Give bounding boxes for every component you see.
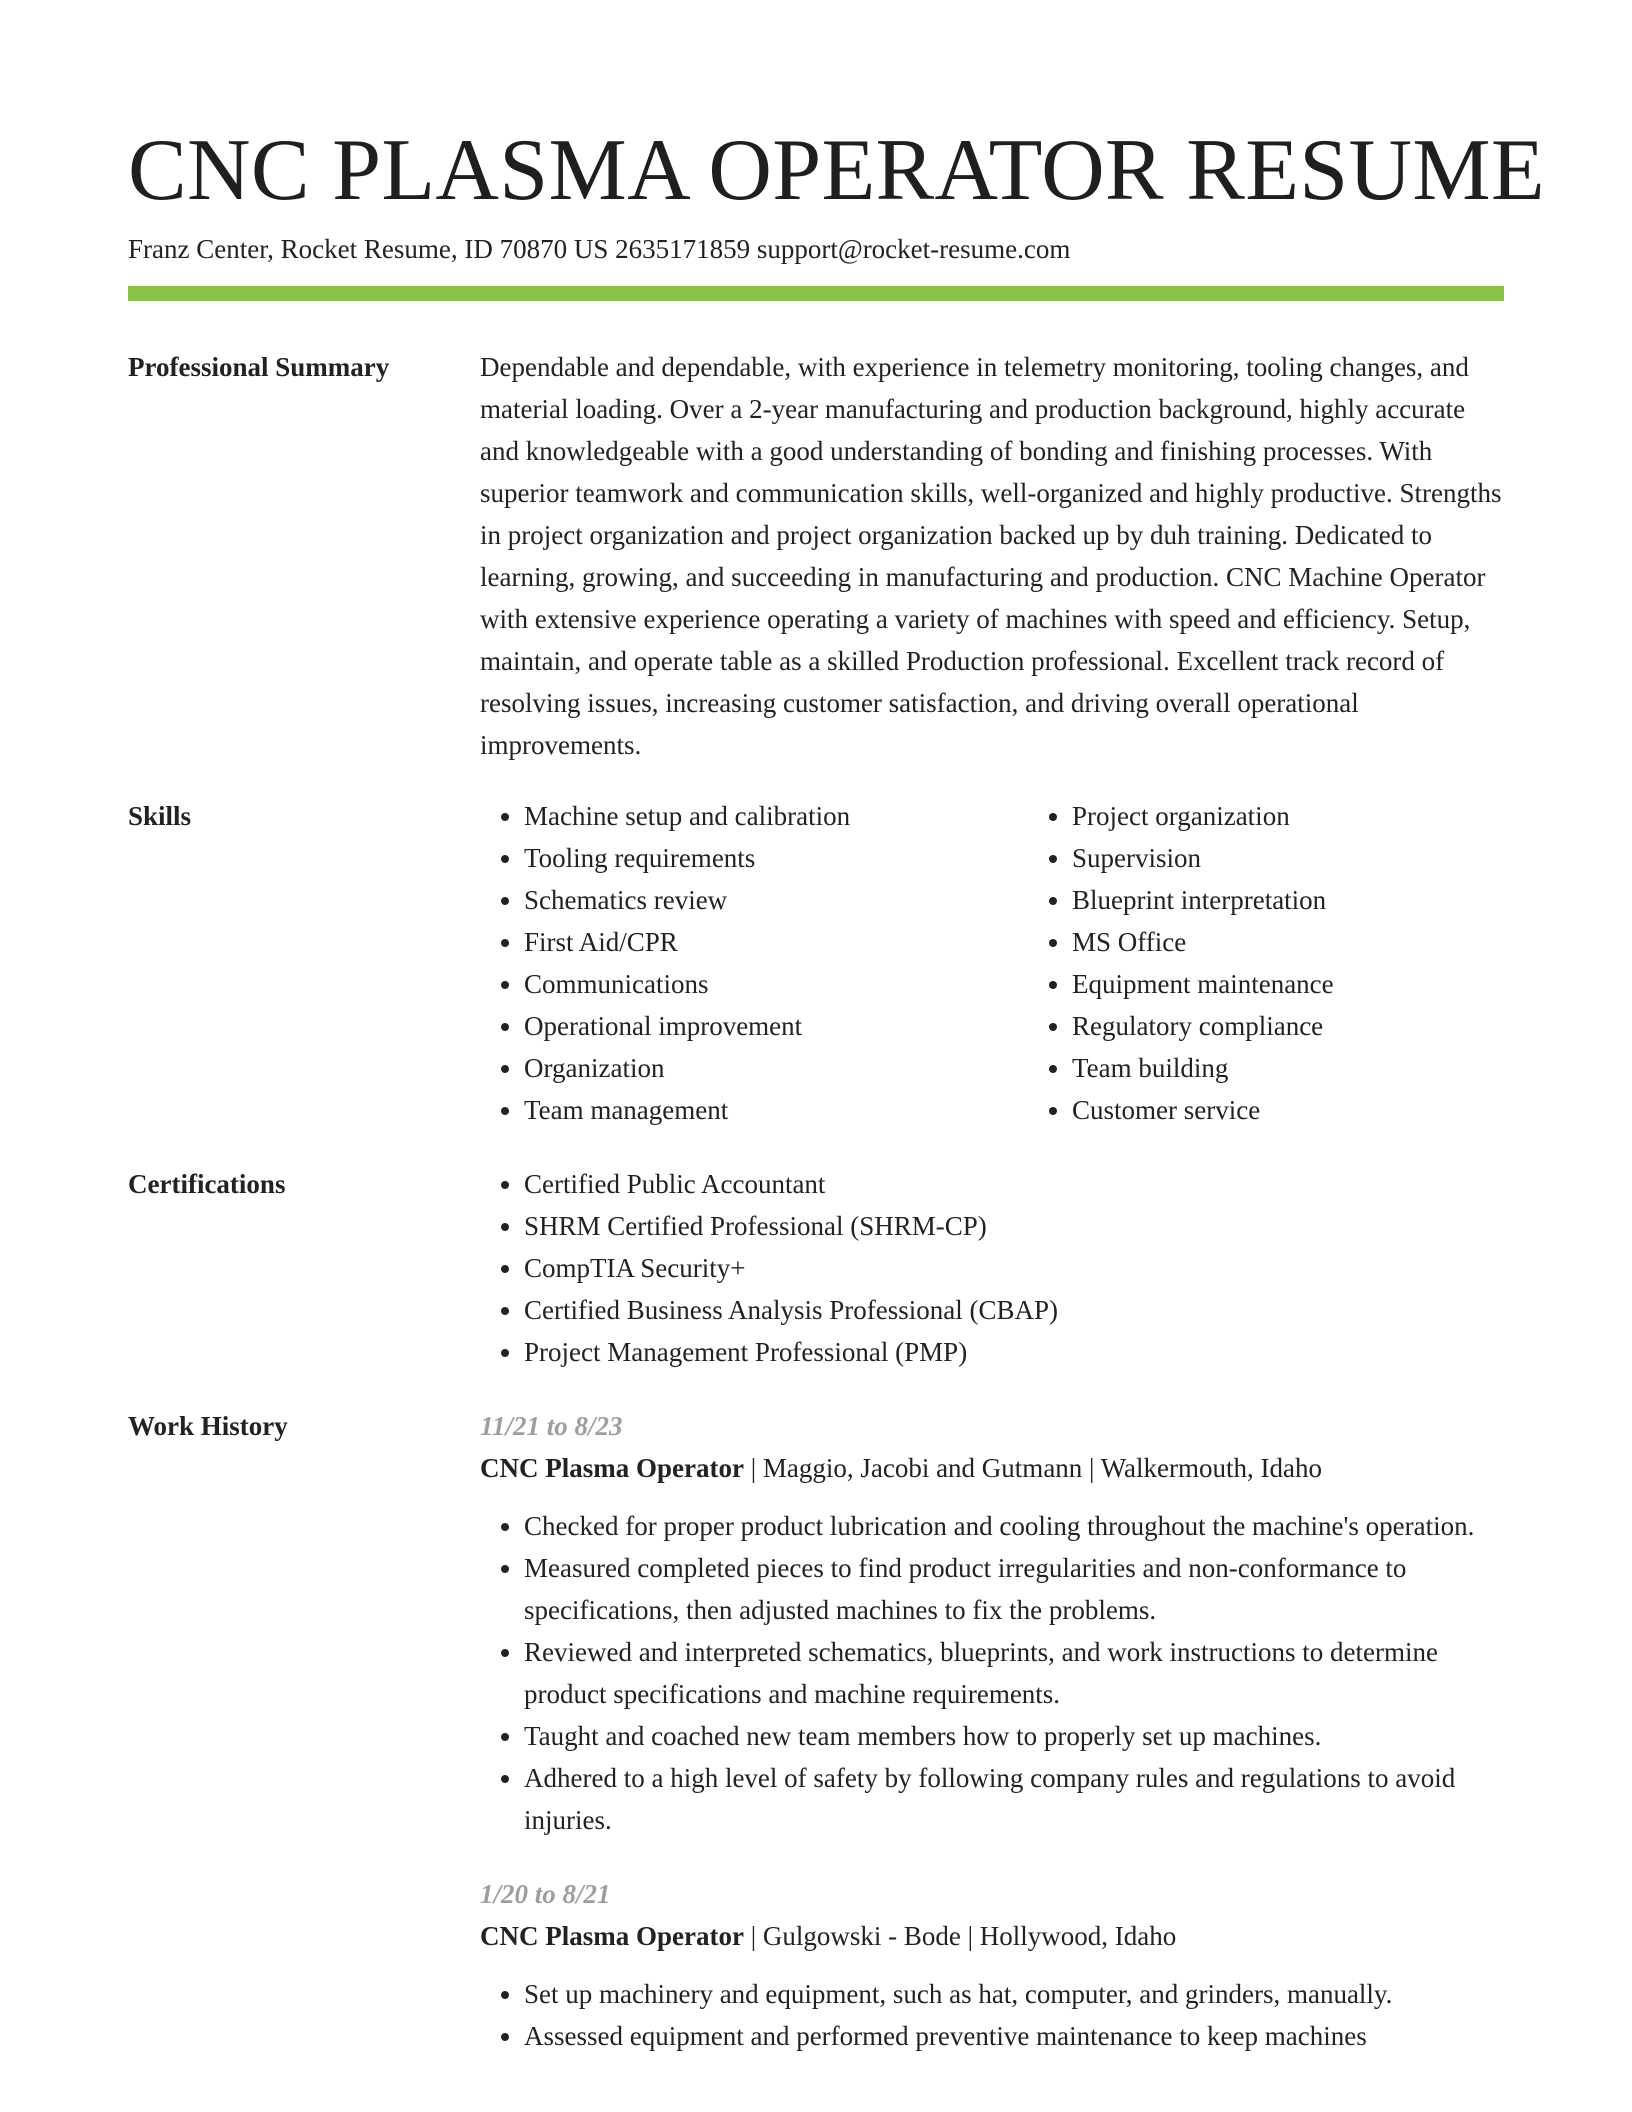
skill-item: • Team management <box>524 1089 984 1131</box>
skill-item: • Customer service <box>1072 1089 1532 1131</box>
skill-item: • First Aid/CPR <box>524 921 984 963</box>
job-entry <box>480 1405 1504 1841</box>
job-heading <box>480 1447 1504 1489</box>
job-bullet: • Checked for proper product lubrication and cooling throughout the machine's operation. <box>524 1505 1504 1547</box>
work-history-heading: Work History <box>128 1411 288 1441</box>
skill-item: • Machine setup and calibration <box>524 795 984 837</box>
contact-line: Franz Center, Rocket Resume, ID 70870 US 2635171859 support@rocket-resume.com <box>128 234 1071 264</box>
job-title: CNC Plasma Operator <box>480 1453 744 1483</box>
job-bullet: • Measured completed pieces to find product irregularities and non-conformance to specifications, then adjusted machines to fix the problems. <box>524 1547 1504 1631</box>
certification-item: • Project Management Professional (PMP) <box>524 1331 1504 1373</box>
skill-item: • Operational improvement <box>524 1005 984 1047</box>
skill-item: • Team building <box>1072 1047 1532 1089</box>
job-details: | Gulgowski - Bode | Hollywood, Idaho <box>743 1921 1177 1951</box>
job-bullet: • Taught and coached new team members how to properly set up machines. <box>524 1715 1504 1757</box>
skills-heading: Skills <box>128 801 192 831</box>
skill-item: • Communications <box>524 963 984 1005</box>
summary-body <box>480 346 1504 766</box>
skill-item: • Tooling requirements <box>524 837 984 879</box>
job-heading <box>480 1915 1504 1957</box>
job-dates: 11/21 to 8/23 <box>480 1411 623 1441</box>
job-bullet: • Set up machinery and equipment, such as hat, computer, and grinders, manually. <box>524 1973 1504 2015</box>
summary-text: Dependable and dependable, with experience in telemetry monitoring, tooling changes, and material loading. Over a 2-year manufacturing and production background, highly accurate and knowledgeable with a good understanding of bonding and finishing processes. With superior teamwork and communication skills, well-organized and highly productive. Strengths in project organization and project organization backed up by duh training. Dedicated to learning, growing, and succeeding in manufacturing and production. CNC Machine Operator with extensive experience operating a variety of machines with speed and efficiency. Setup, maintain, and operate table as a skilled Production professional. Excellent track record of resolving issues, increasing customer satisfaction, and driving overall operational improvements. <box>480 352 1502 760</box>
skill-item: • Schematics review <box>524 879 984 921</box>
certifications-body <box>480 1163 1504 1373</box>
job-bullets <box>480 1505 1504 1841</box>
certification-item: • CompTIA Security+ <box>524 1247 1504 1289</box>
certification-item: • Certified Business Analysis Professional (CBAP) <box>524 1289 1504 1331</box>
certifications-heading: Certifications <box>128 1169 286 1199</box>
header-divider <box>128 286 1504 301</box>
skill-item: • Blueprint interpretation <box>1072 879 1532 921</box>
certification-item: • SHRM Certified Professional (SHRM-CP) <box>524 1205 1504 1247</box>
job-bullets <box>480 1973 1504 2057</box>
job-bullet: • Adhered to a high level of safety by following company rules and regulations to avoid injuries. <box>524 1757 1504 1841</box>
job-details: | Maggio, Jacobi and Gutmann | Walkermouth, Idaho <box>743 1453 1322 1483</box>
job-title: CNC Plasma Operator <box>480 1921 744 1951</box>
skill-item: • Supervision <box>1072 837 1532 879</box>
skill-item: • MS Office <box>1072 921 1532 963</box>
skills-list-left <box>480 795 984 1131</box>
skill-item: • Equipment maintenance <box>1072 963 1532 1005</box>
skill-item: • Regulatory compliance <box>1072 1005 1532 1047</box>
job-entry <box>480 1873 1504 2057</box>
certification-item: • Certified Public Accountant <box>524 1163 1504 1205</box>
job-bullet: • Reviewed and interpreted schematics, blueprints, and work instructions to determine product specifications and machine requirements. <box>524 1631 1504 1715</box>
skill-item: • Organization <box>524 1047 984 1089</box>
resume-title: CNC PLASMA OPERATOR RESUME <box>128 122 1545 219</box>
job-bullet: • Assessed equipment and performed preventive maintenance to keep machines <box>524 2015 1504 2057</box>
certifications-list <box>480 1163 1504 1373</box>
work-history-body <box>480 1405 1504 2057</box>
job-dates: 1/20 to 8/21 <box>480 1879 611 1909</box>
skills-body <box>480 795 1504 1131</box>
summary-heading: Professional Summary <box>128 352 390 382</box>
skills-list-right <box>1028 795 1532 1131</box>
skill-item: • Project organization <box>1072 795 1532 837</box>
